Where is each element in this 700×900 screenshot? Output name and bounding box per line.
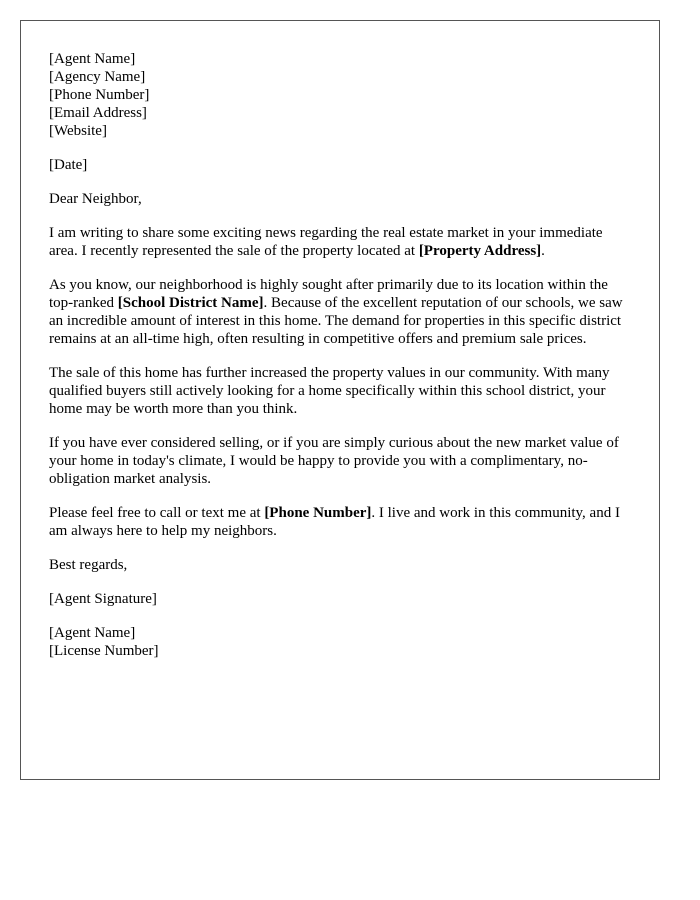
paragraph-5-end: . I live and work in this community, and I am always here to help my neighbors. [49,505,620,539]
school-district-placeholder: [School District Name] [117,295,264,311]
sender-website: [Website] [49,123,107,139]
paragraph-2 [49,276,631,348]
sender-email-address: [Email Address] [49,105,147,121]
footer-agent-name: [Agent Name] [49,625,136,641]
sender-block [49,50,631,140]
phone-number-placeholder: [Phone Number] [264,505,372,521]
paragraph-1 [49,224,631,260]
paragraph-5 [49,504,631,540]
sender-phone-number: [Phone Number] [49,87,150,103]
salutation: Dear Neighbor, [49,191,142,207]
sender-agency-name: [Agency Name] [49,69,146,85]
footer-license-number: [License Number] [49,643,159,659]
property-address-placeholder: [Property Address] [418,243,542,259]
date-line: [Date] [49,157,88,173]
letter-page [20,20,660,780]
footer-block [49,624,631,660]
paragraph-5-start: Please feel free to call or text me at [49,505,265,521]
paragraph-1-text: I am writing to share some exciting news regarding the real estate market in your immediate area. I recently represented the sale of the property located at [49,225,603,259]
paragraph-2-start: As you know, our neighborhood is highly sought after primarily due to its location within the top-ranked [49,277,608,311]
agent-signature: [Agent Signature] [49,591,157,607]
paragraph-4: If you have ever considered selling, or if you are simply curious about the new market value of your home in today's climate, I would be happy to provide you with a complimentary, no-obligation market analysis. [49,435,619,487]
paragraph-3: The sale of this home has further increased the property values in our community. With many qualified buyers still actively looking for a home specifically within this school district, your home may be worth more than you think. [49,365,610,417]
closing: Best regards, [49,557,128,573]
paragraph-2-end: . Because of the excellent reputation of our schools, we saw an incredible amount of interest in this home. The demand for properties in this specific district remains at an all-time high, often resulting in competitive offers and premium sale prices. [49,295,623,347]
sender-agent-name: [Agent Name] [49,51,136,67]
paragraph-1-end: . [541,243,545,259]
